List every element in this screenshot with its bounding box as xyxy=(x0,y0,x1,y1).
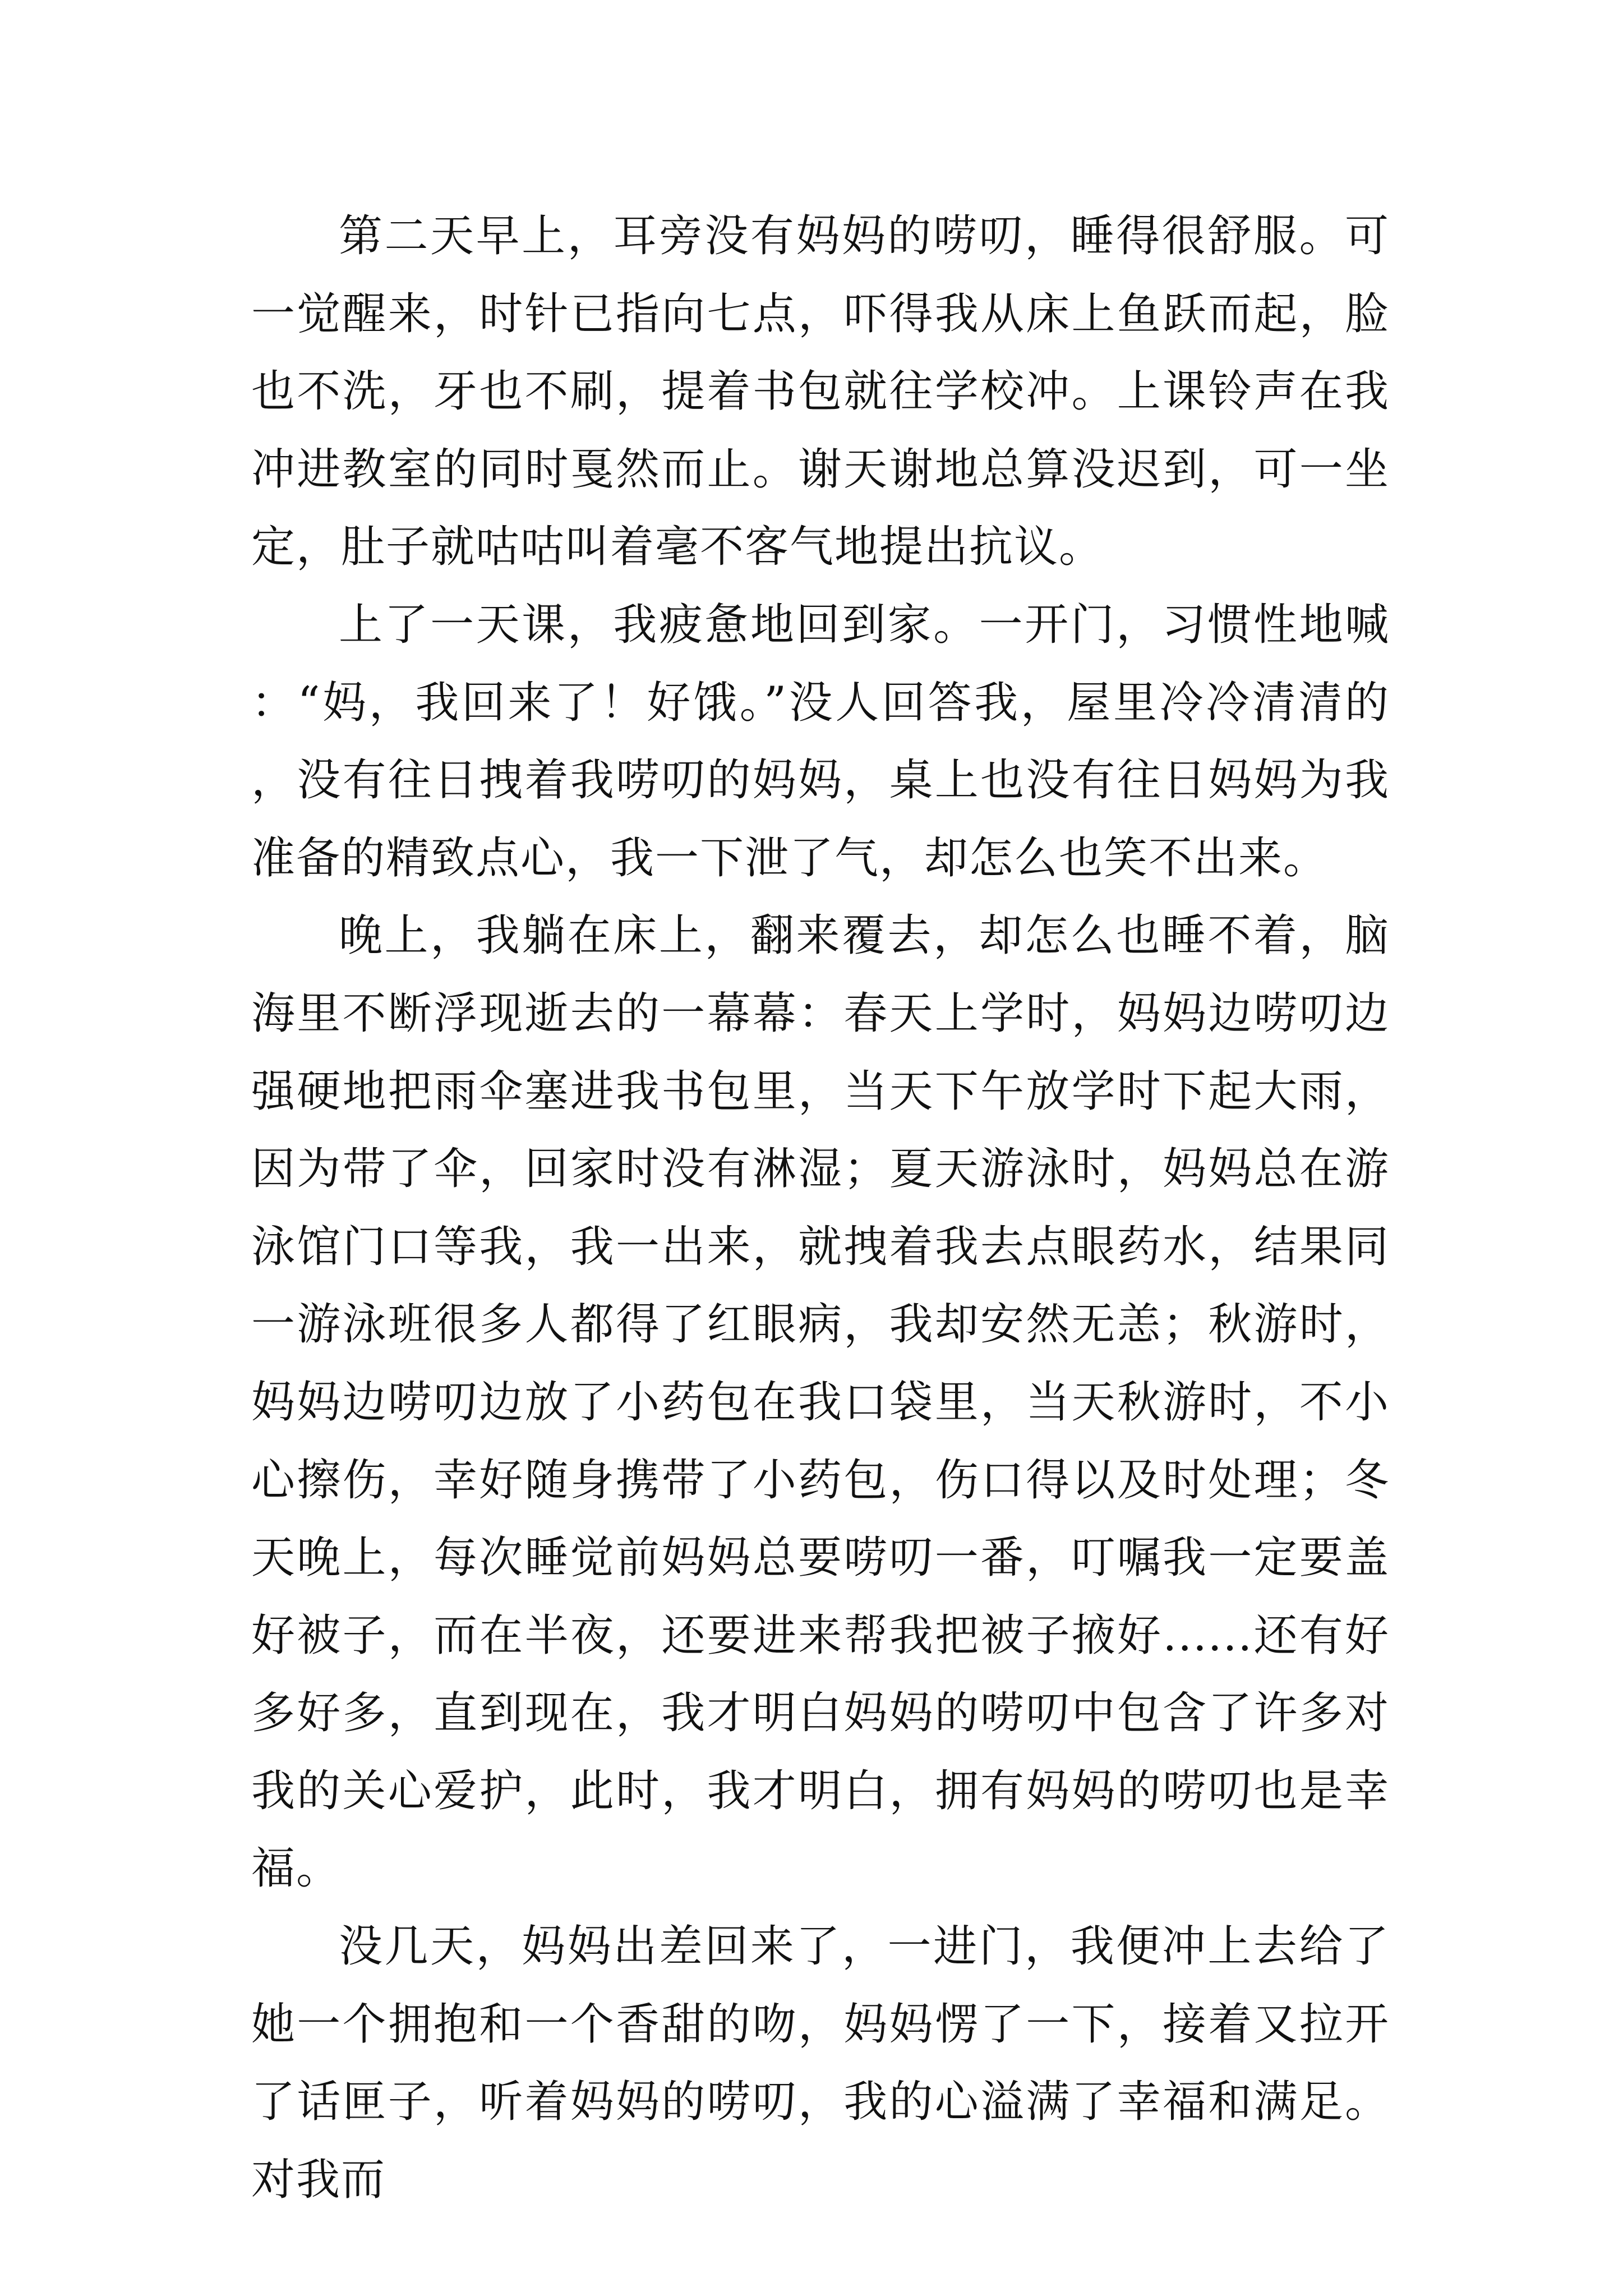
paragraph-3: 晚上，我躺在床上，翻来覆去，却怎么也睡不着，脑海里不断浮现逝去的一幕幕：春天上学时，妈妈边唠叨边强硬地把雨伞塞进我书包里，当天下午放学时下起大雨，因为带了伞，回家时没有淋湿；夏天游泳时，妈妈总在游泳馆门口等我，我一出来，就拽着我去点眼药水，结果同一游泳班很多人都得了红眼病，我却安然无恙；秋游时，妈妈边唠叨边放了小药包在我口袋里，当天秋游时，不小心擦伤，幸好随身携带了小药包，伤口得以及时处理；冬天晚上，每次睡觉前妈妈总要唠叨一番，叮嘱我一定要盖好被子，而在半夜，还要进来帮我把被子掖好......还有好多好多，直到现在，我才明白妈妈的唠叨中包含了许多对我的关心爱护，此时，我才明白，拥有妈妈的唠叨也是幸福。 xyxy=(251,910,1390,1894)
paragraph-4: 没几天，妈妈出差回来了，一进门，我便冲上去给了她一个拥抱和一个香甜的吻，妈妈愣了一下，接着又拉开了话匣子，听着妈妈的唠叨，我的心溢满了幸福和满足。对我而 xyxy=(251,1921,1390,2205)
paragraph-1: 第二天早上，耳旁没有妈妈的唠叨，睡得很舒服。可一觉醒来，时针已指向七点，吓得我从床上鱼跃而起，脸也不洗，牙也不刷，提着书包就往学校冲。上课铃声在我冲进教室的同时戛然而止。谢天谢地总算没迟到，可一坐定，肚子就咕咕叫着毫不客气地提出抗议。 xyxy=(251,211,1390,573)
paragraph-2: 上了一天课，我疲惫地回到家。一开门，习惯性地喊：“妈，我回来了！好饿。”没人回答我，屋里冷冷清清的，没有往日拽着我唠叨的妈妈，桌上也没有往日妈妈为我准备的精致点心，我一下泄了气，却怎么也笑不出来。 xyxy=(251,599,1390,884)
article-body xyxy=(251,197,1390,2219)
